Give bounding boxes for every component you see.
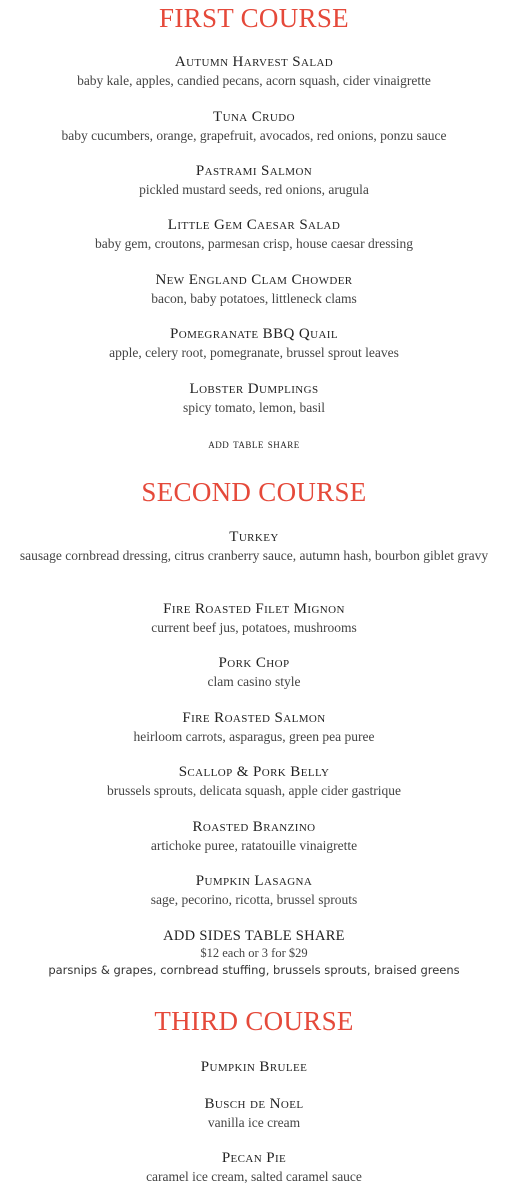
menu-item-name: Busch de Noel: [204, 1096, 304, 1112]
menu-item-new-england-clam-chowder: [0, 271, 508, 308]
menu-item-name: New England Clam Chowder: [155, 272, 353, 288]
menu-item-pumpkin-brulee: [0, 1058, 508, 1077]
menu-item-pecan-pie: [0, 1149, 508, 1186]
table-share-label: add table share: [208, 436, 300, 451]
menu-item-pork-chop: [0, 654, 508, 691]
menu-item-description: baby cucumbers, orange, grapefruit, avocados, red onions, ponzu sauce: [61, 128, 447, 143]
menu-item-description: pickled mustard seeds, red onions, arugula: [139, 182, 369, 197]
menu-item-description: sage, pecorino, ricotta, brussel sprouts: [150, 892, 358, 907]
menu-item-name: Turkey: [229, 529, 279, 545]
menu-item-busch-de-noel: [0, 1095, 508, 1132]
menu-item-name: Little Gem Caesar Salad: [167, 217, 341, 233]
sides-price: $12 each or 3 for $29: [200, 946, 308, 960]
menu-item-name: Autumn Harvest Salad: [174, 54, 334, 70]
menu-item-description: apple, celery root, pomegranate, brussel sprout leaves: [109, 345, 399, 360]
menu-item-description: current beef jus, potatoes, mushrooms: [151, 620, 357, 635]
menu-item-name: Fire Roasted Filet Mignon: [163, 601, 345, 617]
menu-item-description: baby kale, apples, candied pecans, acorn squash, cider vinaigrette: [77, 73, 431, 88]
menu-item-pumpkin-lasagna: [0, 872, 508, 909]
menu-item-name: Lobster Dumplings: [189, 381, 319, 397]
sides-list: parsnips & grapes, cornbread stuffing, brussels sprouts, braised greens: [48, 963, 460, 977]
second-course-title: SECOND COURSE: [141, 477, 367, 507]
menu-item-name: Tuna Crudo: [213, 109, 295, 125]
menu-item-roasted-branzino: [0, 818, 508, 855]
menu-item-description: brussels sprouts, delicata squash, apple cider gastrique: [107, 783, 401, 798]
menu-item-scallop-pork-belly: [0, 763, 508, 800]
menu-item-description: sausage cornbread dressing, citrus cranberry sauce, autumn hash, bourbon giblet gravy: [19, 548, 489, 563]
menu-item-little-gem-caesar-salad: [0, 216, 508, 253]
sides-label: ADD SIDES TABLE SHARE: [163, 928, 345, 944]
first-course-title: FIRST COURSE: [159, 3, 349, 33]
menu-item-autumn-harvest-salad: [0, 53, 508, 90]
menu-item-description: caramel ice cream, salted caramel sauce: [146, 1169, 362, 1184]
menu-item-name: Pork Chop: [218, 655, 290, 671]
menu-item-name: Pecan Pie: [221, 1150, 287, 1166]
menu-item-description: artichoke puree, ratatouille vinaigrette: [150, 838, 358, 853]
sides-table-share: [0, 927, 508, 979]
menu-item-description: heirloom carrots, asparagus, green pea puree: [133, 729, 375, 744]
menu-item-turkey: [0, 528, 508, 565]
menu-item-name: Pumpkin Lasagna: [195, 873, 313, 889]
menu-item-name: Scallop & Pork Belly: [178, 764, 330, 780]
menu-item-fire-roasted-salmon: [0, 709, 508, 746]
menu-item-pastrami-salmon: [0, 162, 508, 199]
menu-item-description: spicy tomato, lemon, basil: [182, 400, 326, 415]
menu-item-description: vanilla ice cream: [207, 1115, 301, 1130]
third-course-title: THIRD COURSE: [154, 1006, 354, 1036]
menu-item-name: Pastrami Salmon: [195, 163, 313, 179]
menu-item-description: clam casino style: [207, 674, 301, 689]
menu-item-description: baby gem, croutons, parmesan crisp, house caesar dressing: [95, 236, 413, 251]
menu-item-name: Fire Roasted Salmon: [182, 710, 326, 726]
menu-item-fire-roasted-filet-mignon: [0, 600, 508, 637]
menu-item-tuna-crudo: [0, 108, 508, 145]
menu-item-name: Roasted Branzino: [192, 819, 316, 835]
menu-item-name: Pomegranate BBQ Quail: [170, 326, 338, 342]
menu-item-pomegranate-bbq-quail: [0, 325, 508, 362]
menu-item-name: Pumpkin Brulee: [200, 1059, 308, 1075]
menu-item-description: bacon, baby potatoes, littleneck clams: [151, 291, 357, 306]
menu-item-lobster-dumplings: [0, 380, 508, 417]
